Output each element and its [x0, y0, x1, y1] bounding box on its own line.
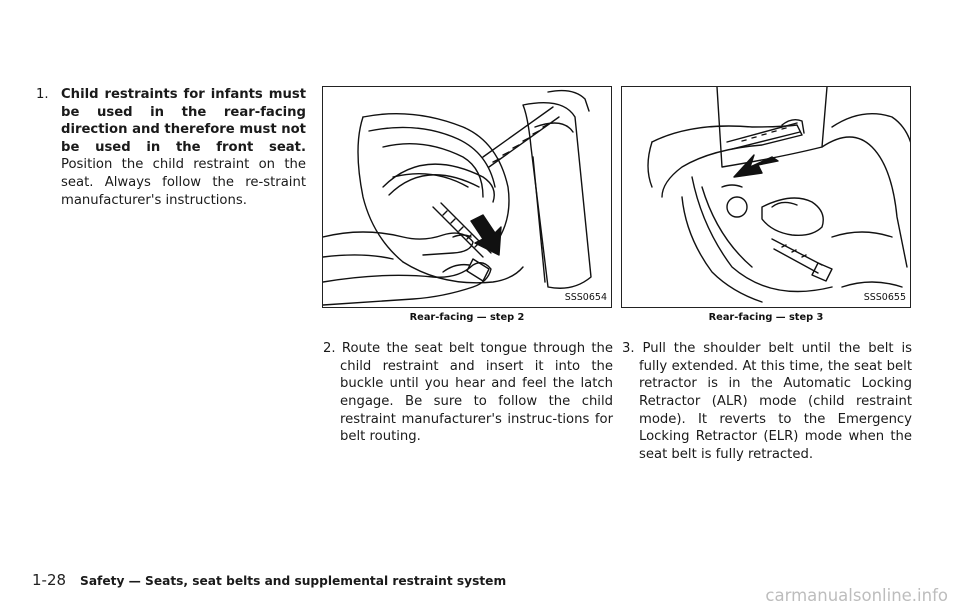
step-2-number: 2. — [323, 341, 336, 357]
figure-rear-facing-step-3 — [621, 86, 911, 308]
figure-rear-facing-step-2 — [322, 86, 612, 308]
watermark: carmanualsonline.info — [765, 586, 948, 605]
step-1-warning: Child restraints for infants must be used in the rear-facing direction and therefore must not be used in the front seat. — [61, 87, 306, 155]
figure-code: SSS0654 — [564, 292, 607, 303]
illustration-route-belt — [323, 87, 612, 308]
step-2-instruction: Route the seat belt tongue through the child restraint and insert it into the buckle until you hear and feel the latch engage. Be sure to follow the child restraint manufacturer's instruc-tions for belt routing. — [340, 341, 613, 445]
step-1-instruction: Position the child restraint on the seat. Always follow the re-straint manufacturer's instructions. — [61, 157, 306, 208]
figure-code: SSS0655 — [863, 292, 906, 303]
step-3 — [622, 327, 912, 477]
step-3-text — [622, 340, 912, 463]
step-3-instruction: Pull the shoulder belt until the belt is fully extended. At this time, the seat belt retractor is in the Automatic Locking Retractor (ALR) mode (child restraint mode). It reverts to the Emergency Locking Retractor (ELR) mode when the seat belt is fully retracted. — [639, 341, 912, 462]
page-footer — [32, 571, 506, 589]
step-2 — [323, 327, 613, 459]
step-3-number: 3. — [622, 341, 635, 357]
page-number: 1-28 — [32, 571, 67, 589]
step-1-number: 1. — [36, 87, 49, 102]
illustration-pull-belt — [622, 87, 911, 308]
section-title: Safety — Seats, seat belts and supplemental restraint system — [80, 574, 507, 588]
step-2-text — [323, 340, 613, 446]
figure-caption: Rear-facing — step 3 — [708, 312, 824, 323]
step-1-text — [61, 86, 306, 209]
step-1 — [36, 86, 306, 209]
figure-caption: Rear-facing — step 2 — [409, 312, 525, 323]
